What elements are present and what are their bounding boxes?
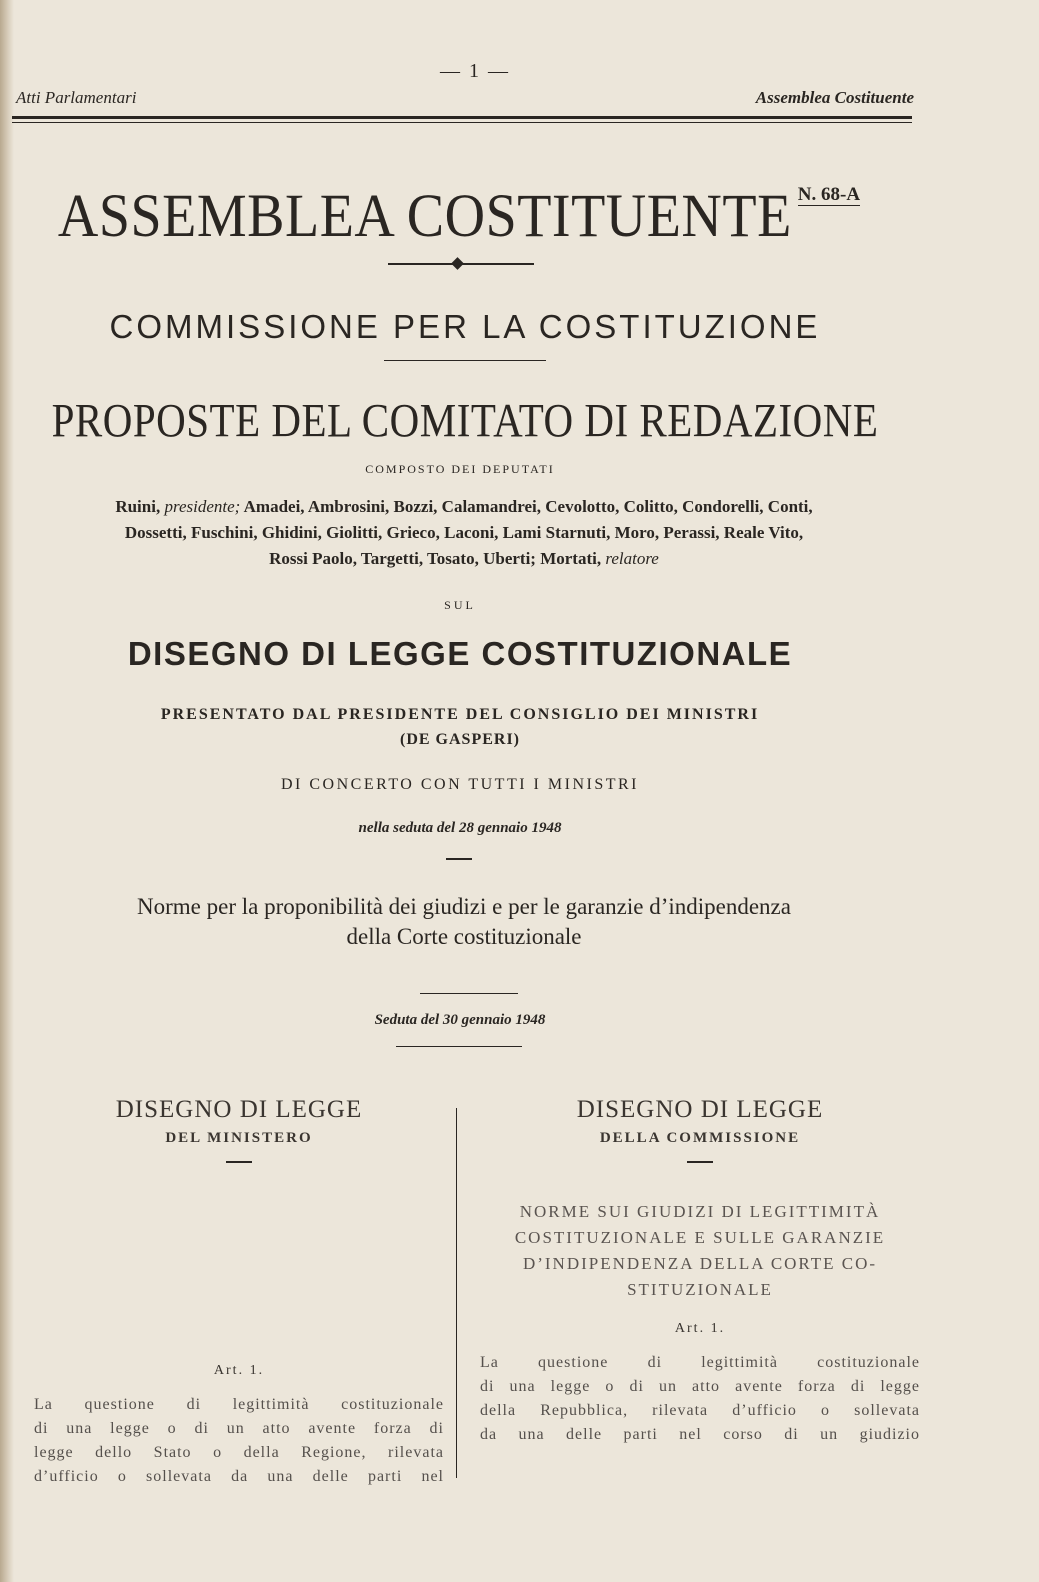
bill-subject: Norme per la proponibilità dei giudizi e per le garanzie d’indipendenza della Corte costituzionale [137,894,791,949]
ministry-column [34,1096,444,1489]
article-label: Art. 1. [674,1321,726,1336]
divider-rule [396,1046,522,1047]
short-dash [446,858,472,860]
column-title: DISEGNO DI LEGGE [115,1096,363,1123]
concert-line: DI CONCERTO CON TUTTI I MINISTRI [281,776,639,793]
ornament-diamond [451,257,464,270]
column-title: DISEGNO DI LEGGE [576,1096,824,1123]
header-right: Assemblea Costituente [755,88,914,107]
article-text: La questione di legittimità costituzionale di una legge o di un atto avente forza di legge dello Stato o della Regione, rilevata d’ufficio o sollevata da una delle parti nel [34,1396,444,1485]
header-rule [12,116,912,119]
page-number: — 1 — [440,60,510,82]
bill-heading: DISEGNO DI LEGGE COSTITUZIONALE [127,635,793,672]
divider-rule [420,993,518,994]
column-subtitle: DEL MINISTERO [165,1130,313,1146]
short-dash [687,1161,713,1163]
presented-by: PRESENTATO DAL PRESIDENTE DEL CONSIGLIO DEI MINISTRI [160,706,760,723]
members-list: Ruini, presidente; Amadei, Ambrosini, Bozzi, Calamandrei, Cevolotto, Colitto, Condorelli, Conti, Dossetti, Fuschini, Ghidini, Giolitti, Grieco, Laconi, Lami Starnuti, Moro, Perassi, Reale Vito, Rossi Paolo, Targetti, Tosato, Uberti; Mortati, relatore [115,497,813,568]
divider-rule [384,360,546,361]
document-title [0,181,918,251]
sul-label: SUL [444,598,476,612]
presentation-date: nella seduta del 28 gennaio 1948 [358,820,562,836]
commission-column [480,1096,920,1447]
commission-heading: COMMISSIONE PER LA COSTITUZIONE [109,308,821,345]
column-divider [456,1108,457,1478]
column-heading: NORME SUI GIUDIZI DI LEGITTIMITÀ COSTITUZIONALE E SULLE GARANZIE D’INDIPENDENZA DELLA CORTE CO- STITUZIONALE [514,1202,886,1299]
article-label: Art. 1. [213,1363,265,1378]
header-left: Atti Parlamentari [16,88,137,107]
short-dash [226,1161,252,1163]
article-text: La questione di legittimità costituzionale di una legge o di un atto avente forza di legge della Repubblica, rilevata d’ufficio o sollevata da una delle parti nel corso di un giudizio [480,1354,920,1443]
document-number: N. 68-A [797,184,861,205]
presenter-name: (DE GASPERI) [399,731,520,748]
column-subtitle: DELLA COMMISSIONE [599,1130,801,1146]
session-date: Seduta del 30 gennaio 1948 [374,1012,546,1028]
composed-label: COMPOSTO DEI DEPUTATI [365,462,555,476]
header-rule-thin [12,122,912,123]
proposals-heading: PROPOSTE DEL COMITATO DI REDAZIONE [51,394,879,448]
title-main: ASSEMBLEA COSTITUENTE [57,181,792,251]
